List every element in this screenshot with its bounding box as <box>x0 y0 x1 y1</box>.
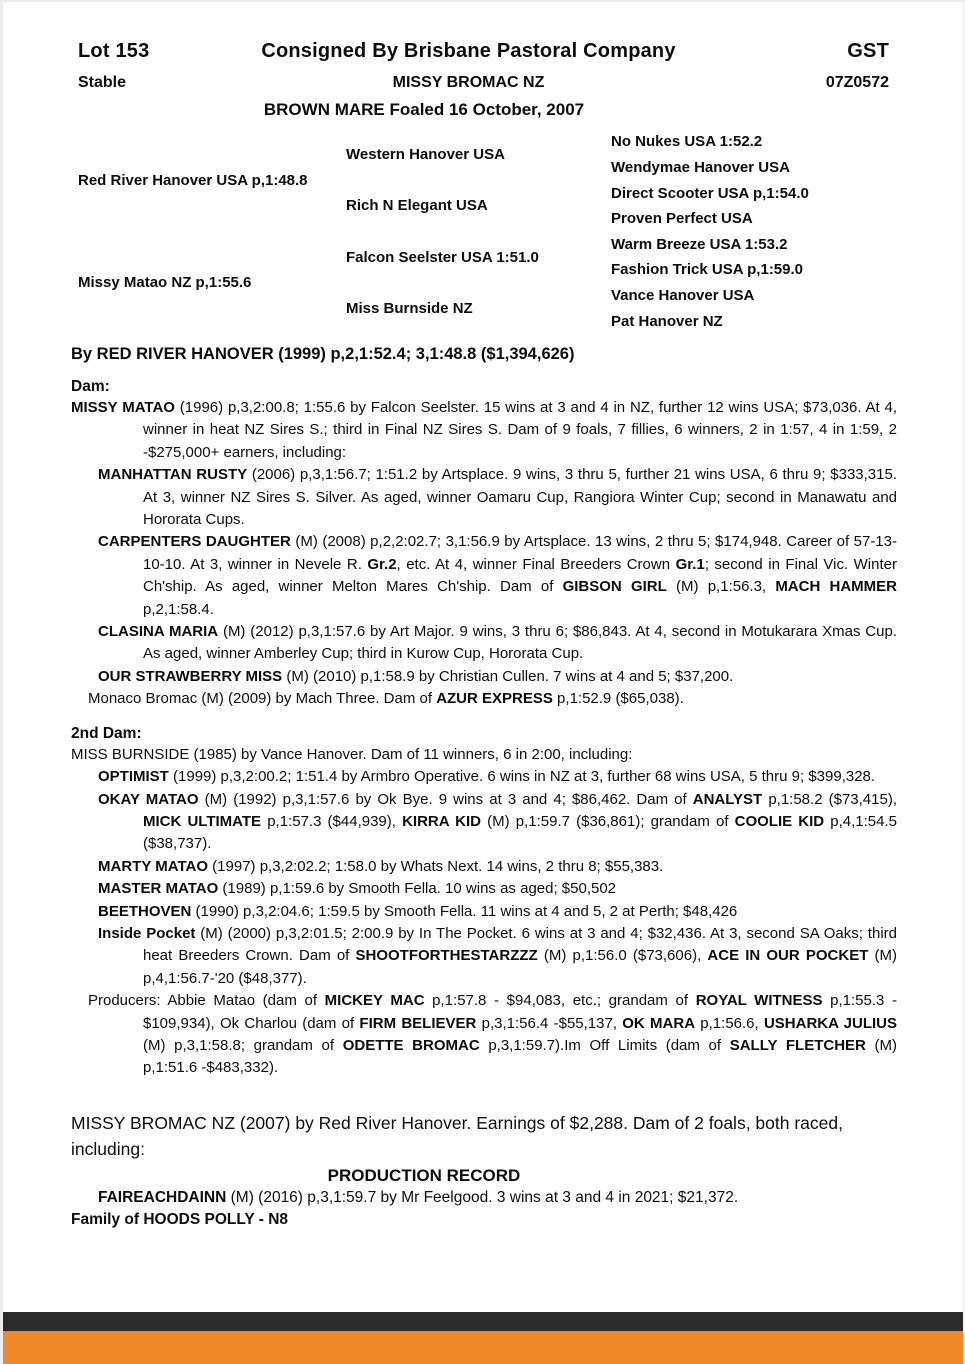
header-row-2 <box>71 74 897 92</box>
emphasized-text: COOLIE KID <box>734 812 825 830</box>
body-text: p,1:52.9 ($65,038). <box>552 690 684 708</box>
emphasized-text: ACE IN OUR POCKET <box>707 947 869 965</box>
body-text: ; second in Final Vic. Winter Ch'ship. As aged, winner Melton Mares Ch'ship. Dam of <box>143 555 897 596</box>
pedigree-entry: Fashion Trick USA p,1:59.0 <box>611 261 804 279</box>
pedigree-entry: Vance Hanover USA <box>611 287 755 305</box>
body-text: p,4,1:54.5 ($38,737). <box>143 812 897 853</box>
emphasized-text: ODETTE BROMAC <box>342 1036 480 1054</box>
emphasized-text: MICK ULTIMATE <box>143 812 262 830</box>
pedigree-paragraph <box>71 621 897 666</box>
emphasized-text: BEETHOVEN <box>98 902 192 920</box>
gst-label: GST <box>847 40 889 62</box>
pedigree-entry: Pat Hanover NZ <box>611 312 723 330</box>
pedigree-entry: Wendymae Hanover USA <box>611 158 790 176</box>
body-text: Monaco Bromac (M) (2009) by Mach Three. Dam of <box>88 690 437 708</box>
header-row-1 <box>71 40 897 63</box>
emphasized-text: GIBSON GIRL <box>562 578 667 596</box>
pedigree-generation-3 <box>611 129 897 334</box>
body-text: p,3,1:59.7).Im Off Limits (dam of <box>479 1036 730 1054</box>
page-content <box>71 40 897 1229</box>
page-horse-name: MISSY BROMAC NZ <box>392 74 545 91</box>
emphasized-text: MICKEY MAC <box>324 992 425 1010</box>
pedigree-entry: No Nukes USA 1:52.2 <box>611 133 763 151</box>
consignor-title: Consigned By Brisbane Pastoral Company <box>261 40 676 62</box>
foaling-description: BROWN MARE Foaled 16 October, 2007 <box>263 100 585 119</box>
body-text: p,1:57.3 ($44,939), <box>261 812 403 830</box>
emphasized-text: KIRRA KID <box>402 812 481 830</box>
body-text: p,1:57.8 - $94,083, etc.; grandam of <box>424 992 696 1010</box>
mare-summary <box>71 1110 897 1162</box>
pedigree-generation-2 <box>346 129 611 334</box>
second-dam-heading: 2nd Dam: <box>71 724 142 742</box>
emphasized-text: Inside Pocket <box>98 924 196 942</box>
dam-paragraphs <box>71 397 897 711</box>
emphasized-text: AZUR EXPRESS <box>436 690 553 708</box>
emphasized-text: CLASINA MARIA <box>98 623 219 641</box>
body-text: (M) p,4,1:56.7-'20 ($48,377). <box>143 947 898 987</box>
body-text: p,1:58.2 ($73,415), <box>762 790 897 808</box>
family-line: Family of HOODS POLLY - N8 <box>71 1210 289 1228</box>
emphasized-text: SHOOTFORTHESTARZZZ <box>355 947 538 965</box>
emphasized-text: FIRM BELIEVER <box>359 1014 477 1032</box>
dam-heading: Dam: <box>71 378 110 395</box>
brand-code: 07Z0572 <box>825 74 889 91</box>
pedigree-paragraph <box>71 856 897 878</box>
body-text: (M) (1992) p,3,1:57.6 by Ok Bye. 9 wins at 3 and 4; $86,462. Dam of <box>198 790 693 808</box>
pedigree-paragraph <box>71 878 897 900</box>
emphasized-text: MANHATTAN RUSTY <box>98 466 248 484</box>
body-text: (M) p,3,1:58.8; grandam of <box>143 1036 343 1054</box>
pedigree-sire: Red River Hanover USA p,1:48.8 <box>78 171 308 189</box>
body-text: (M) p,1:51.6 -$483,332). <box>143 1036 898 1077</box>
body-text: MISSY BROMAC NZ (2007) by Red River Hanover. Earnings of $2,288. Dam of 2 foals, both raced, including: <box>71 1112 843 1159</box>
emphasized-text: FAIREACHDAINN <box>98 1188 227 1206</box>
body-text: (2006) p,3,1:56.7; 1:51.2 by Artsplace. 9 wins, 3 thru 5, further 21 wins USA, 6 thru 9; $333,315. At 3, winner NZ Sires S. Silver. As aged, winner Oamaru Cup, Rangiora Winter Cup; second in Manawatu and Hororata Cups. <box>143 466 897 529</box>
pedigree-entry: Miss Burnside NZ <box>346 299 473 317</box>
pedigree-paragraph <box>71 531 897 621</box>
body-text: p,2,1:58.4. <box>143 600 214 618</box>
pedigree-paragraph <box>71 666 897 688</box>
pedigree-paragraph <box>71 923 897 990</box>
body-text: (1990) p,3,2:04.6; 1:59.5 by Smooth Fella. 11 wins at 4 and 5, 2 at Perth; $48,426 <box>191 902 738 920</box>
emphasized-text: MACH HAMMER <box>775 578 898 596</box>
footer-dark-bar <box>3 1312 963 1331</box>
pedigree-paragraph <box>71 744 897 766</box>
body-text: (1989) p,1:59.6 by Smooth Fella. 10 wins as aged; $50,502 <box>218 880 617 898</box>
pedigree-entry: Falcon Seelster USA 1:51.0 <box>346 248 539 266</box>
emphasized-text: USHARKA JULIUS <box>763 1014 897 1032</box>
body-text: MISS BURNSIDE (1985) by Vance Hanover. Dam of 11 winners, 6 in 2:00, including: <box>71 745 633 763</box>
emphasized-text: OKAY MATAO <box>98 790 199 808</box>
lot-number: Lot 153 <box>78 40 150 62</box>
pedigree-paragraph <box>71 766 897 788</box>
emphasized-text: SALLY FLETCHER <box>729 1036 866 1054</box>
body-text: (1999) p,3,2:00.2; 1:51.4 by Armbro Operative. 6 wins in NZ at 3, further 68 wins USA, 5 thru 9; $399,328. <box>168 768 876 786</box>
pedigree-entry: Warm Breeze USA 1:53.2 <box>611 235 788 253</box>
body-text: (1997) p,3,2:02.2; 1:58.0 by Whats Next. 14 wins, 2 thru 8; $55,383. <box>208 857 664 875</box>
pedigree-paragraph <box>71 901 897 923</box>
body-text: (M) p,1:59.7 ($36,861); grandam of <box>481 812 735 830</box>
emphasized-text: MASTER MATAO <box>98 880 219 898</box>
body-text: (M) (2016) p,3,1:59.7 by Mr Feelgood. 3 wins at 3 and 4 in 2021; $21,372. <box>226 1188 739 1206</box>
emphasized-text: OPTIMIST <box>98 768 169 786</box>
pedigree-generation-1 <box>71 129 346 334</box>
pedigree-paragraph <box>71 397 897 464</box>
emphasized-text: OK MARA <box>622 1014 696 1032</box>
body-text: (M) p,1:56.3, <box>666 578 776 596</box>
pedigree-paragraph <box>71 688 897 710</box>
emphasized-text: Gr.2 <box>367 555 397 573</box>
body-text: (M) (2010) p,1:58.9 by Christian Cullen. 7 wins at 4 and 5; $37,200. <box>282 667 734 685</box>
body-text: p,1:55.3 - $109,934), Ok Charlou (dam of <box>143 992 898 1032</box>
body-text: p,3,1:56.4 -$55,137, <box>476 1014 623 1032</box>
pedigree-paragraph <box>71 990 897 1080</box>
second-dam-paragraphs <box>71 744 897 1080</box>
footer-orange-bar <box>3 1331 963 1364</box>
body-text: Producers: Abbie Matao (dam of <box>88 992 325 1010</box>
pedigree-table <box>71 129 897 334</box>
pedigree-entry: Rich N Elegant USA <box>346 197 488 215</box>
emphasized-text: Gr.1 <box>675 555 705 573</box>
sire-summary-line: By RED RIVER HANOVER (1999) p,2,1:52.4; 3,1:48.8 ($1,394,626) <box>71 345 575 363</box>
pedigree-paragraph <box>71 464 897 531</box>
pedigree-paragraph <box>71 1186 897 1210</box>
pedigree-entry: Direct Scooter USA p,1:54.0 <box>611 184 809 202</box>
pedigree-entry: Proven Perfect USA <box>611 210 753 228</box>
emphasized-text: OUR STRAWBERRY MISS <box>98 667 283 685</box>
body-text: , etc. At 4, winner Final Breeders Crown <box>396 555 676 573</box>
production-paragraphs <box>71 1186 897 1210</box>
emphasized-text: ANALYST <box>692 790 763 808</box>
emphasized-text: MARTY MATAO <box>98 857 208 875</box>
emphasized-text: CARPENTERS DAUGHTER <box>98 533 291 551</box>
production-record-title: PRODUCTION RECORD <box>327 1165 521 1185</box>
body-text: (1996) p,3,2:00.8; 1:55.6 by Falcon Seelster. 15 wins at 3 and 4 in NZ, further 12 wins USA; $73,036. At 4, winner in heat NZ Sires S.; third in Final NZ Sires S. Dam of 9 foals, 7 fillies, 6 winners, 2 in 1:57, 4 in 1:59, 2 -$275,000+ earners, including: <box>143 399 898 461</box>
pedigree-paragraph <box>71 789 897 856</box>
emphasized-text: MISSY MATAO <box>71 399 175 416</box>
emphasized-text: ROYAL WITNESS <box>695 992 823 1010</box>
body-text: (M) (2012) p,3,1:57.6 by Art Major. 9 wins, 3 thru 6; $86,843. At 4, second in Motukarara Xmas Cup. As aged, winner Amberley Cup; third in Kurow Cup, Hororata Cup. <box>143 623 897 663</box>
body-text: (M) (2000) p,3,2:01.5; 2:00.9 by In The Pocket. 6 wins at 3 and 4; $32,436. At 3, second SA Oaks; third heat Breeders Crown. Dam of <box>143 924 897 965</box>
stable-label: Stable <box>78 74 127 91</box>
body-text: p,1:56.6, <box>695 1014 764 1032</box>
pedigree-entry: Western Hanover USA <box>346 146 505 164</box>
body-text: (M) p,1:56.0 ($73,606), <box>537 947 708 965</box>
pedigree-dam: Missy Matao NZ p,1:55.6 <box>78 274 252 292</box>
body-text: (M) (2008) p,2,2:02.7; 3,1:56.9 by Artsplace. 13 wins, 2 thru 5; $174,948. Career of 57-13-10-10. At 3, winner in Nevele R. <box>143 533 897 573</box>
